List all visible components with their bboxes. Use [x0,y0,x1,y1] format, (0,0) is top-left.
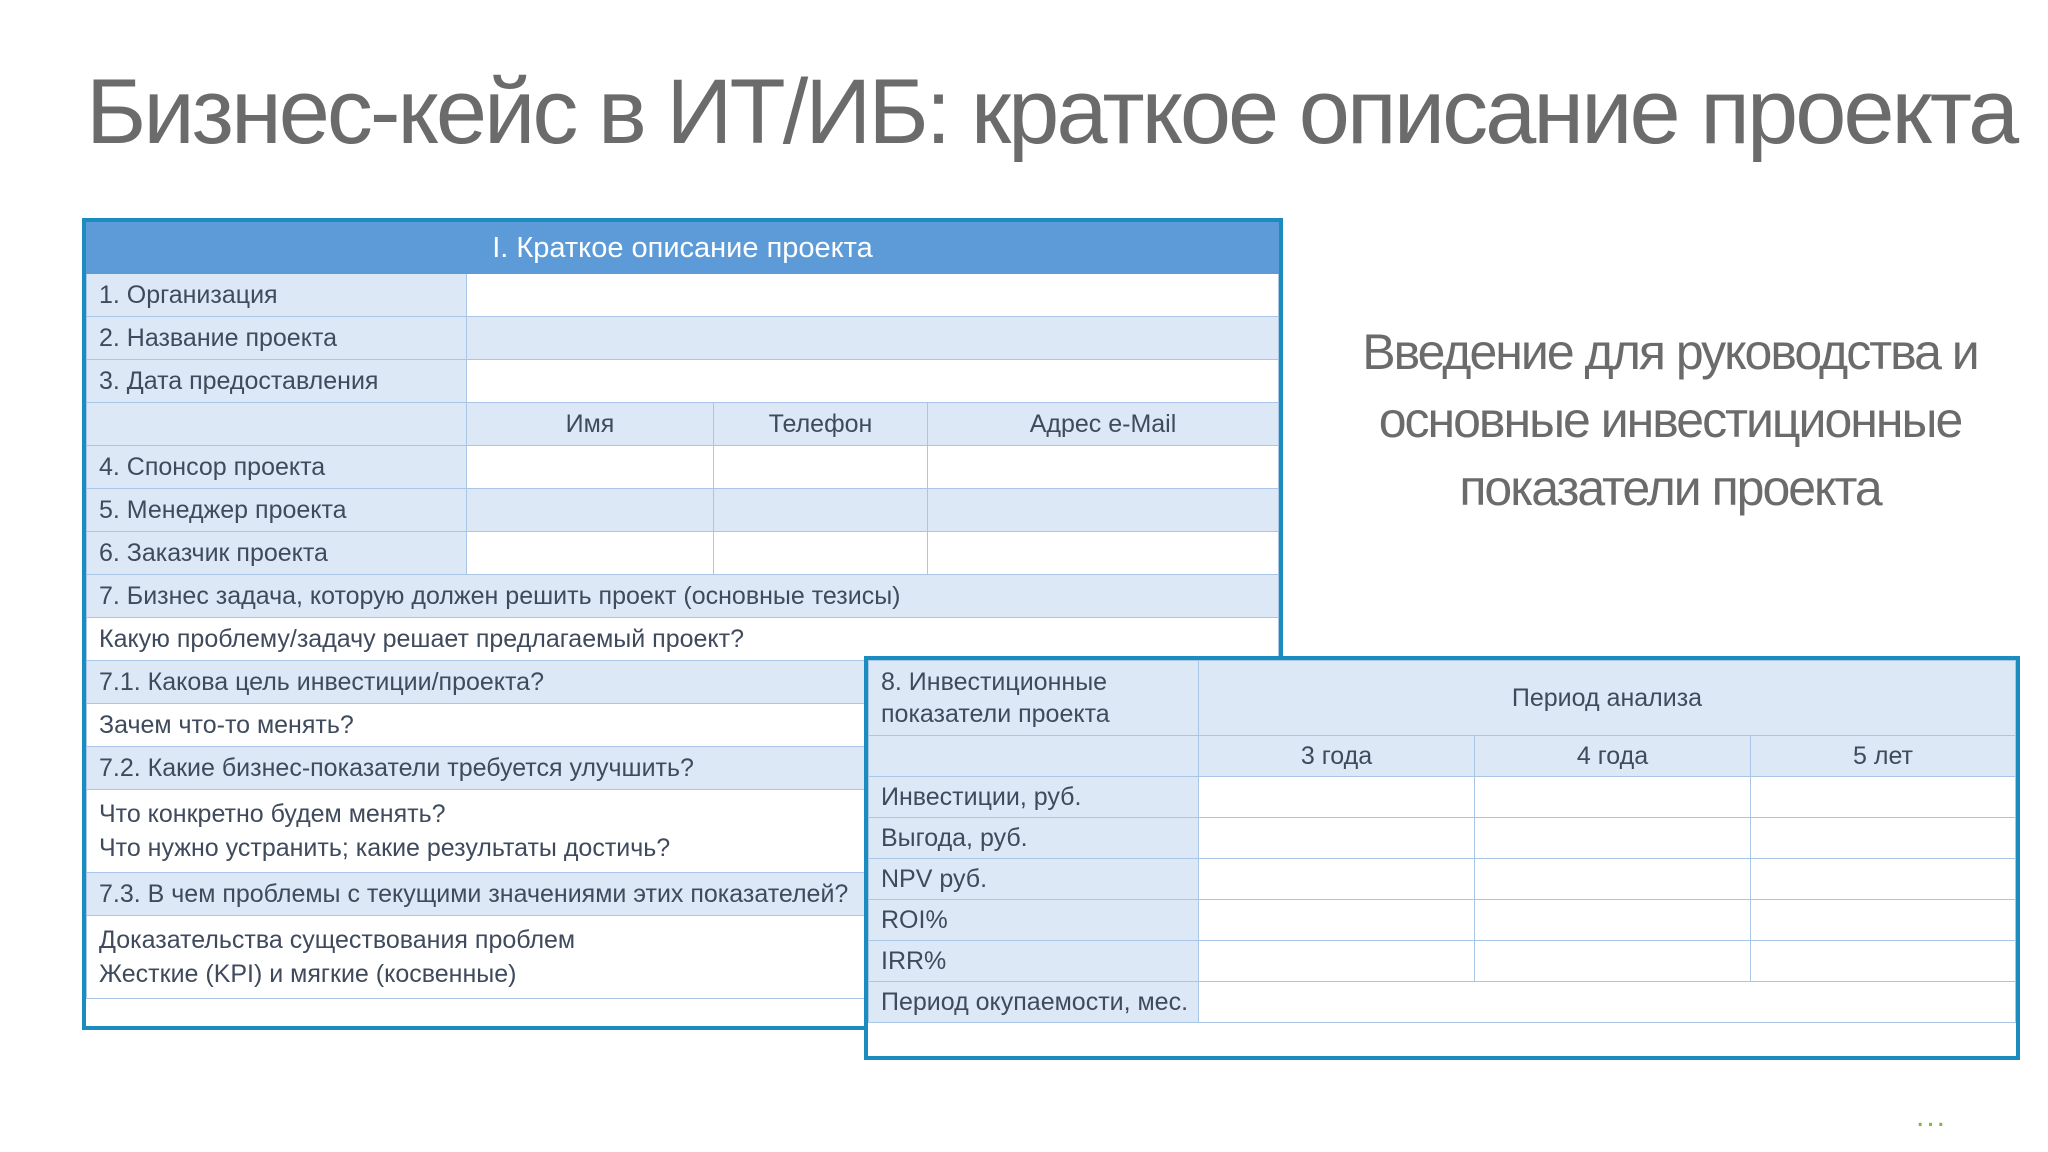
investments-5y-field[interactable] [1751,777,2016,818]
npv-3y-field[interactable] [1199,859,1475,900]
business-task-prompt: Какую проблему/задачу решает предлагаемый проект? [87,618,1279,661]
row-label-date: 3. Дата предоставления [87,360,467,403]
roi-4y-field[interactable] [1475,900,1751,941]
npv-5y-field[interactable] [1751,859,2016,900]
row-label-sponsor: 4. Спонсор проекта [87,446,467,489]
analysis-period-header: Период анализа [1199,661,2016,736]
roi-3y-field[interactable] [1199,900,1475,941]
benefit-4y-field[interactable] [1475,818,1751,859]
irr-5y-field[interactable] [1751,941,2016,982]
row-label-investments: Инвестиции, руб. [869,777,1199,818]
question-7-2: 7.2. Какие бизнес-показатели требуется улучшить? [87,747,1279,790]
row-label-npv: NPV руб. [869,859,1199,900]
manager-name-field[interactable] [467,489,714,532]
more-icon[interactable]: ... [1916,1100,1948,1133]
organization-field[interactable] [467,274,1279,317]
empty-cell [869,736,1199,777]
row-label-customer: 6. Заказчик проекта [87,532,467,575]
metrics-title [869,661,1199,736]
slide-subtitle [1320,318,2020,522]
row-label-manager: 5. Менеджер проекта [87,489,467,532]
benefit-3y-field[interactable] [1199,818,1475,859]
row-label-organization: 1. Организация [87,274,467,317]
project-name-field[interactable] [467,317,1279,360]
subtitle-line: Введение для руководства и [1362,324,1978,380]
investments-3y-field[interactable] [1199,777,1475,818]
hint-line: Что конкретно будем менять? [99,800,446,828]
hint-line: Доказательства существования проблем [99,926,576,954]
payback-field[interactable] [1199,982,2016,1023]
metrics-title-line: показатели проекта [881,700,1110,728]
row-label-benefit: Выгода, руб. [869,818,1199,859]
column-header-email: Адрес e-Mail [928,403,1279,446]
hint-line: Что нужно устранить; какие результаты достичь? [99,834,671,862]
question-7-1-hint: Зачем что-то менять? [87,704,1279,747]
slide-title: Бизнес-кейс в ИТ/ИБ: краткое описание проекта [86,61,2017,163]
table-header: I. Краткое описание проекта [87,223,1279,274]
manager-email-field[interactable] [928,489,1279,532]
column-header-name: Имя [467,403,714,446]
benefit-5y-field[interactable] [1751,818,2016,859]
roi-5y-field[interactable] [1751,900,2016,941]
subtitle-line: основные инвестиционные [1378,392,1962,448]
row-label-irr: IRR% [869,941,1199,982]
column-header-5-years: 5 лет [1751,736,2016,777]
sponsor-phone-field[interactable] [714,446,928,489]
sponsor-email-field[interactable] [928,446,1279,489]
customer-email-field[interactable] [928,532,1279,575]
sponsor-name-field[interactable] [467,446,714,489]
irr-3y-field[interactable] [1199,941,1475,982]
empty-cell [87,403,467,446]
customer-phone-field[interactable] [714,532,928,575]
metrics-title-line: 8. Инвестиционные [881,668,1108,696]
investment-metrics-table [864,656,2020,1060]
irr-4y-field[interactable] [1475,941,1751,982]
row-label-project-name: 2. Название проекта [87,317,467,360]
investments-4y-field[interactable] [1475,777,1751,818]
column-header-3-years: 3 года [1199,736,1475,777]
column-header-4-years: 4 года [1475,736,1751,777]
subtitle-line: показатели проекта [1459,460,1881,516]
question-7-1: 7.1. Какова цель инвестиции/проекта? [87,661,1279,704]
column-header-phone: Телефон [714,403,928,446]
business-task-heading: 7. Бизнес задача, которую должен решить проект (основные тезисы) [87,575,1279,618]
manager-phone-field[interactable] [714,489,928,532]
row-label-payback: Период окупаемости, мес. [869,982,1199,1023]
question-7-3: 7.3. В чем проблемы с текущими значениями этих показателей? [87,873,1279,916]
npv-4y-field[interactable] [1475,859,1751,900]
customer-name-field[interactable] [467,532,714,575]
hint-line: Жесткие (KPI) и мягкие (косвенные) [99,960,517,988]
date-field[interactable] [467,360,1279,403]
row-label-roi: ROI% [869,900,1199,941]
